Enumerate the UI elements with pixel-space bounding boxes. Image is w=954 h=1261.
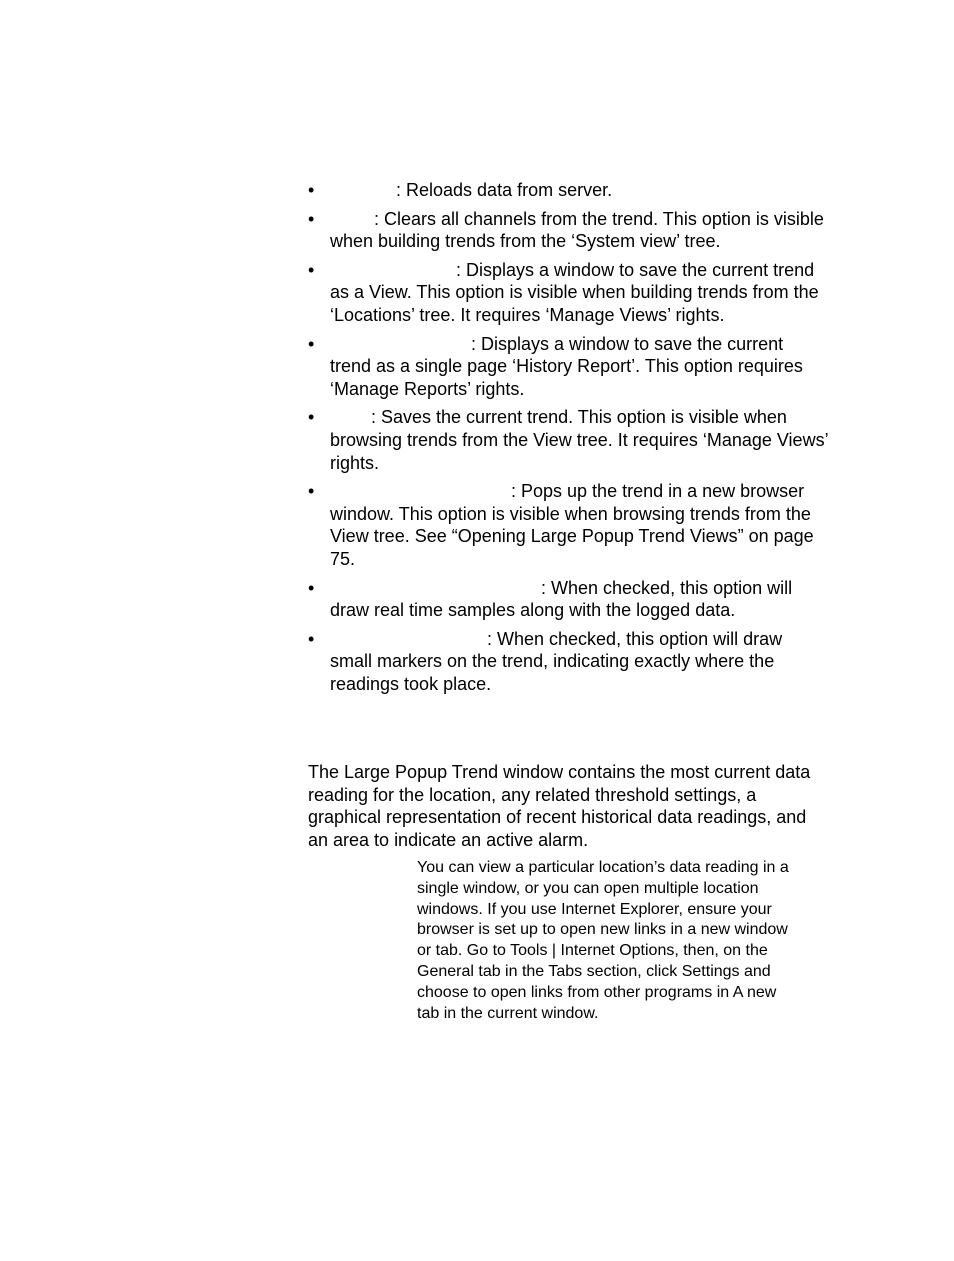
bullet-term-blank: [330, 496, 511, 497]
bullet-text: : Displays a window to save the current trend as a View. This option is visible when building trends from the ‘Locations’ tree. It requires ‘Manage Views’ rights.: [330, 259, 819, 325]
bullet-text: : Clears all channels from the trend. This option is visible when building trends from the ‘System view’ tree.: [330, 208, 824, 252]
bullet-text: : When checked, this option will draw real time samples along with the logged data.: [330, 577, 793, 621]
bullet-item: [308, 333, 828, 401]
bullet-term-blank: [330, 644, 487, 645]
bullet-text: : When checked, this option will draw small markers on the trend, indicating exactly where the readings took place.: [330, 628, 783, 694]
bullet-term-blank: [330, 593, 541, 594]
bullet-item: [308, 577, 828, 622]
bullet-dot: •: [308, 407, 315, 428]
bullet-dot: •: [308, 208, 315, 229]
bullet-text: : Saves the current trend. This option is visible when browsing trends from the View tree. It requires ‘Manage Views’ rights.: [330, 407, 828, 473]
bullet-text: : Pops up the trend in a new browser window. This option is visible when browsing trends from the View tree. See “Opening Large Popup Trend Views” on page 75.: [330, 481, 814, 569]
bullet-term-blank: [330, 275, 456, 276]
bullet-dot: •: [308, 628, 315, 649]
bullet-term-blank: [330, 224, 374, 225]
bullet-dot: •: [308, 333, 315, 354]
bullet-dot: •: [308, 259, 315, 280]
bullet-item: [308, 406, 828, 474]
option-bullet-list: [308, 179, 828, 701]
bullet-item: [308, 179, 828, 202]
bullet-term-blank: [330, 422, 371, 423]
bullet-text: : Reloads data from server.: [396, 180, 613, 200]
bullet-dot: •: [308, 577, 315, 598]
bullet-item: [308, 208, 828, 253]
bullet-item: [308, 628, 828, 696]
bullet-dot: •: [308, 481, 315, 502]
large-popup-trend-description: The Large Popup Trend window contains the most current data reading for the location, any related threshold settings, a graphical representation of recent historical data readings, and an area to indicate an active alarm.: [308, 762, 811, 850]
bullet-term-blank: [330, 349, 471, 350]
bullet-item: [308, 480, 828, 570]
bullet-dot: •: [308, 180, 315, 200]
bullet-item: [308, 259, 828, 327]
note-text: You can view a particular location’s data reading in a single window, or you can open multiple location windows. If you use Internet Explorer, ensure your browser is set up to open new links in a new window or tab. Go to Tools | Internet Options, then, on the General tab in the Tabs section, click Settings and choose to open links from other programs in A new tab in the current window.: [417, 859, 789, 1022]
bullet-term-blank: [330, 195, 396, 196]
bullet-text: : Displays a window to save the current trend as a single page ‘History Report’. This option requires ‘Manage Reports’ rights.: [330, 333, 803, 399]
